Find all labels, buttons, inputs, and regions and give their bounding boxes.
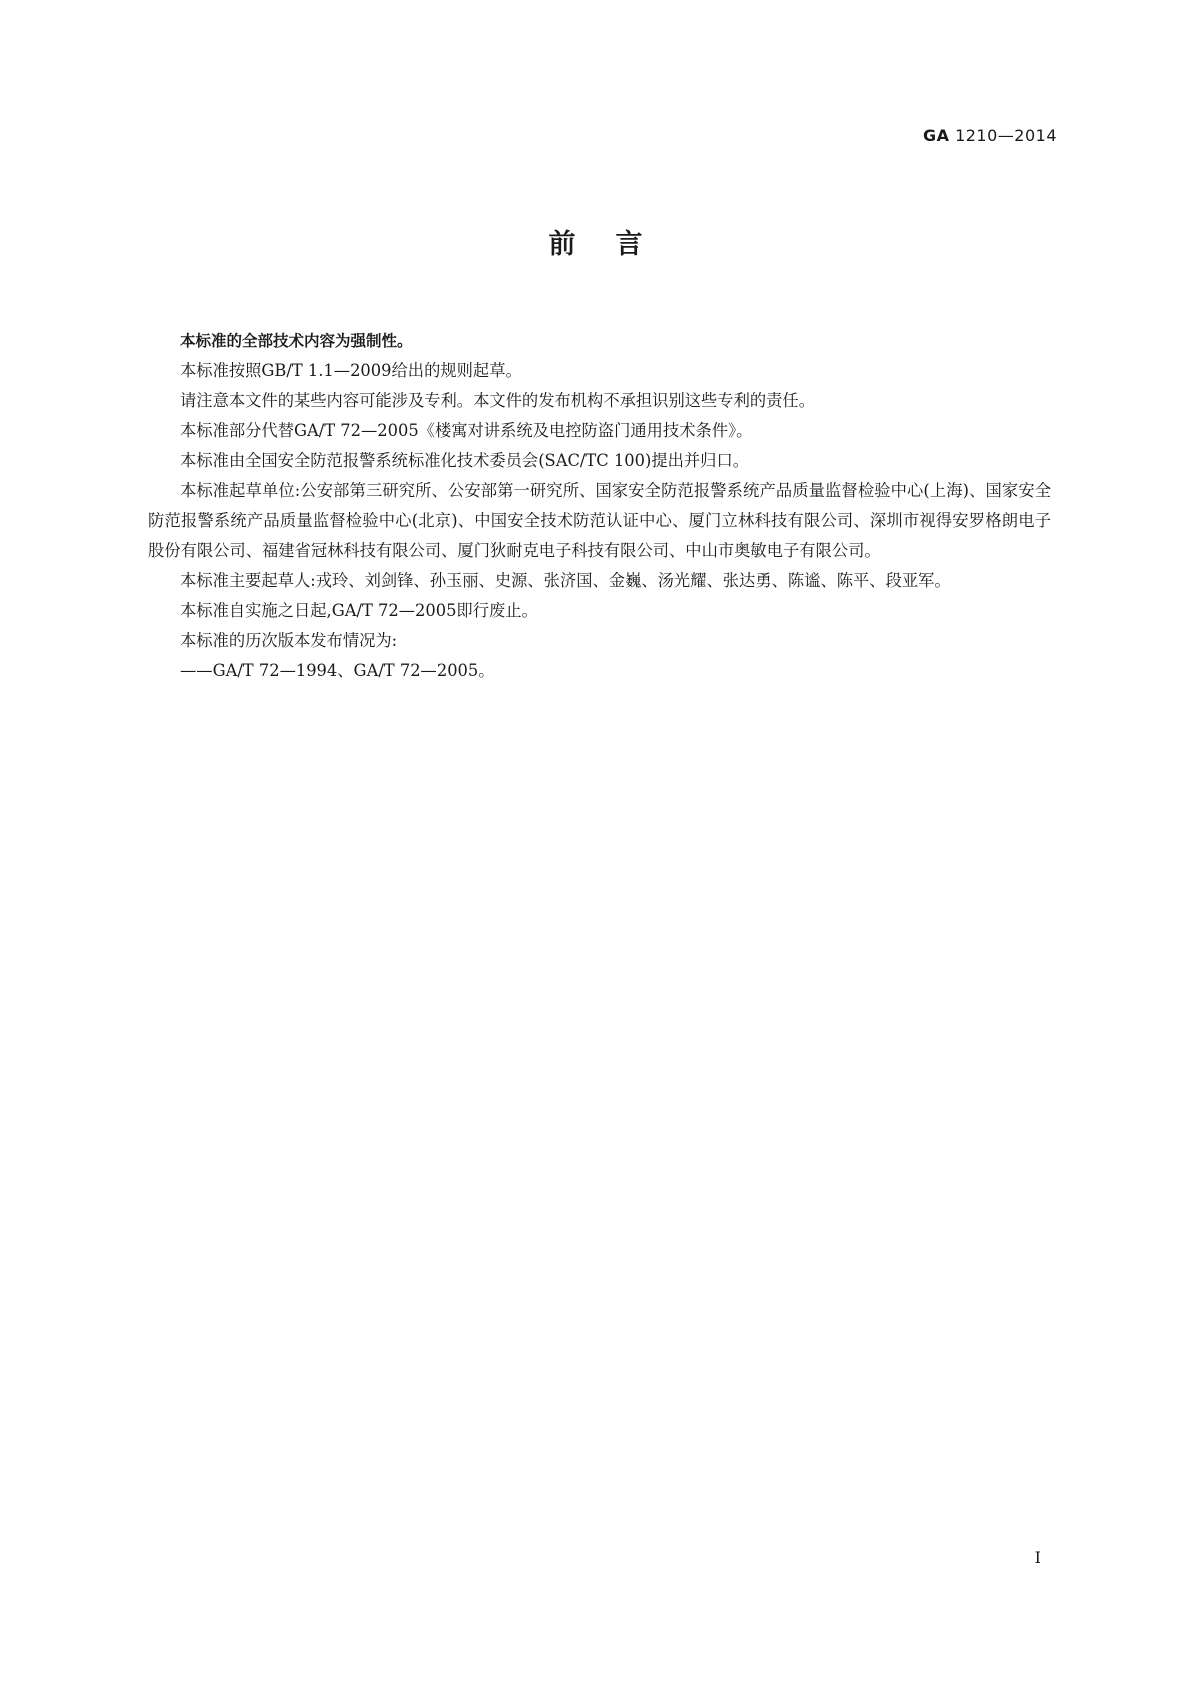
page-number: I	[1034, 1548, 1041, 1567]
paragraph-proposer: 本标准由全国安全防范报警系统标准化技术委员会(SAC/TC 100)提出并归口。	[180, 451, 750, 470]
paragraph-history-intro: 本标准的历次版本发布情况为:	[180, 631, 398, 650]
standard-code-number: 1210—2014	[955, 126, 1057, 145]
paragraph-history-list: ——GA/T 72—1994、GA/T 72—2005。	[180, 661, 495, 680]
standard-code	[923, 126, 1057, 146]
paragraph-abolition: 本标准自实施之日起,GA/T 72—2005即行废止。	[180, 601, 538, 620]
paragraph-replaces: 本标准部分代替GA/T 72—2005《楼寓对讲系统及电控防盗门通用技术条件》。	[180, 421, 753, 440]
paragraph-drafting-rules: 本标准按照GB/T 1.1—2009给出的规则起草。	[180, 361, 522, 380]
page-title: 前言	[548, 229, 683, 260]
paragraph-drafters: 本标准主要起草人:戎玲、刘剑锋、孙玉丽、史源、张济国、金巍、汤光耀、张达勇、陈谧、陈平、段亚军。	[180, 571, 951, 590]
foreword-body	[148, 326, 1051, 686]
paragraph-drafting-units: 本标准起草单位:公安部第三研究所、公安部第一研究所、国家安全防范报警系统产品质量监督检验中心(上海)、国家安全防范报警系统产品质量监督检验中心(北京)、中国安全技术防范认证中心、厦门立林科技有限公司、深圳市视得安罗格朗电子股份有限公司、福建省冠林科技有限公司、厦门狄耐克电子科技有限公司、中山市奥敏电子有限公司。	[148, 481, 1051, 560]
standard-code-prefix: GA	[922, 126, 950, 145]
paragraph-patent-notice: 请注意本文件的某些内容可能涉及专利。本文件的发布机构不承担识别这些专利的责任。	[180, 391, 815, 410]
paragraph-mandatory: 本标准的全部技术内容为强制性。	[180, 332, 413, 350]
